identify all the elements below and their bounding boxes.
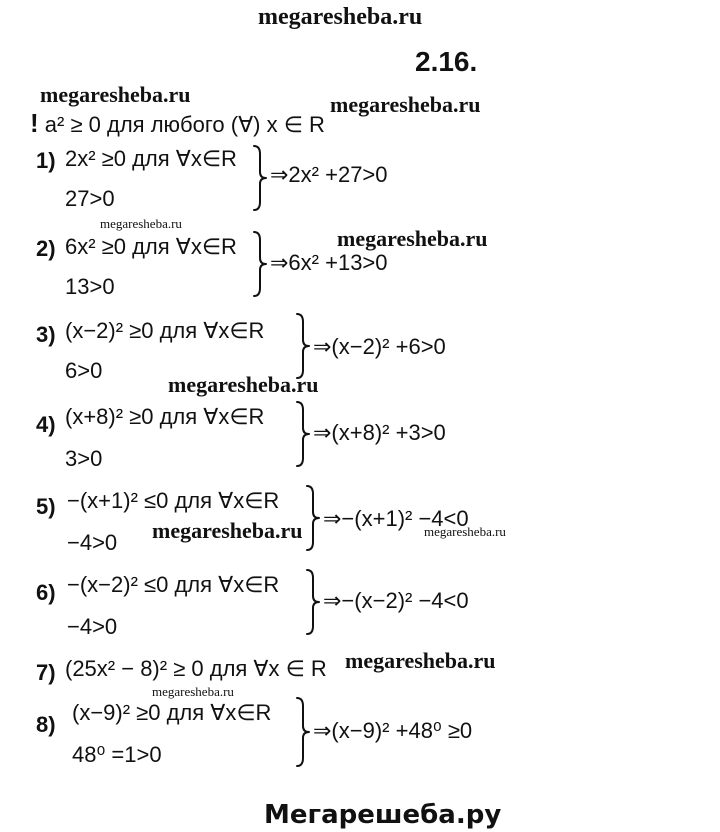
curly-brace bbox=[305, 568, 321, 636]
item-constant: 6>0 bbox=[65, 358, 103, 383]
problem-number: 2.16. bbox=[415, 46, 478, 77]
item-condition: (x+8)² ≥0 для ∀x∈R bbox=[65, 404, 265, 429]
site-watermark-small: megaresheba.ru bbox=[424, 524, 506, 539]
site-watermark: megaresheba.ru bbox=[330, 92, 481, 117]
item-condition: 6x² ≥0 для ∀x∈R bbox=[65, 234, 237, 259]
site-watermark: megaresheba.ru bbox=[152, 518, 303, 543]
item-label: 7) bbox=[36, 660, 56, 685]
item-result: ⇒(x−9)² +48⁰ ≥0 bbox=[313, 718, 473, 743]
item-result: ⇒−(x−2)² −4<0 bbox=[323, 588, 469, 613]
site-watermark: megaresheba.ru bbox=[337, 226, 488, 251]
item-constant: −4>0 bbox=[67, 530, 118, 555]
item-result: ⇒6x² +13>0 bbox=[270, 250, 388, 275]
item-condition: −(x−2)² ≤0 для ∀x∈R bbox=[67, 572, 280, 597]
item-condition: (x−9)² ≥0 для ∀x∈R bbox=[72, 700, 272, 725]
item-result: ⇒(x−2)² +6>0 bbox=[313, 334, 446, 359]
site-watermark-footer: Мегарешеба.ру bbox=[264, 800, 502, 830]
site-watermark-small: megaresheba.ru bbox=[152, 684, 234, 699]
curly-brace bbox=[295, 400, 311, 468]
curly-brace bbox=[305, 484, 321, 552]
item-condition: (x−2)² ≥0 для ∀x∈R bbox=[65, 318, 265, 343]
note-text: a² ≥ 0 для любого (∀) x ∈ R bbox=[44, 112, 325, 137]
item-statement: (25x² − 8)² ≥ 0 для ∀x ∈ R bbox=[65, 656, 327, 681]
note-exclamation: ! bbox=[30, 108, 39, 138]
site-watermark: megaresheba.ru bbox=[345, 648, 496, 673]
curly-brace bbox=[295, 312, 311, 380]
item-label: 4) bbox=[36, 412, 56, 437]
item-label: 6) bbox=[36, 580, 56, 605]
item-constant: 27>0 bbox=[65, 186, 115, 211]
item-result: ⇒−(x+1)² −4<0 bbox=[323, 506, 469, 531]
item-constant: −4>0 bbox=[67, 614, 118, 639]
item-constant: 3>0 bbox=[65, 446, 103, 471]
item-condition: 2x² ≥0 для ∀x∈R bbox=[65, 146, 237, 171]
note-line bbox=[30, 108, 325, 139]
item-label: 1) bbox=[36, 148, 56, 173]
item-result: ⇒2x² +27>0 bbox=[270, 162, 388, 187]
curly-brace bbox=[252, 230, 268, 298]
item-label: 5) bbox=[36, 494, 56, 519]
curly-brace bbox=[252, 144, 268, 212]
item-label: 2) bbox=[36, 236, 56, 261]
item-constant: 48⁰ =1>0 bbox=[72, 742, 162, 767]
site-watermark: megaresheba.ru bbox=[40, 82, 191, 107]
curly-brace bbox=[295, 696, 311, 768]
item-condition: −(x+1)² ≤0 для ∀x∈R bbox=[67, 488, 280, 513]
item-result: ⇒(x+8)² +3>0 bbox=[313, 420, 446, 445]
item-constant: 13>0 bbox=[65, 274, 115, 299]
site-watermark-small: megaresheba.ru bbox=[100, 216, 182, 231]
item-label: 8) bbox=[36, 712, 56, 737]
site-watermark: megaresheba.ru bbox=[168, 372, 319, 397]
site-watermark-header: megaresheba.ru bbox=[258, 4, 423, 30]
item-label: 3) bbox=[36, 322, 56, 347]
